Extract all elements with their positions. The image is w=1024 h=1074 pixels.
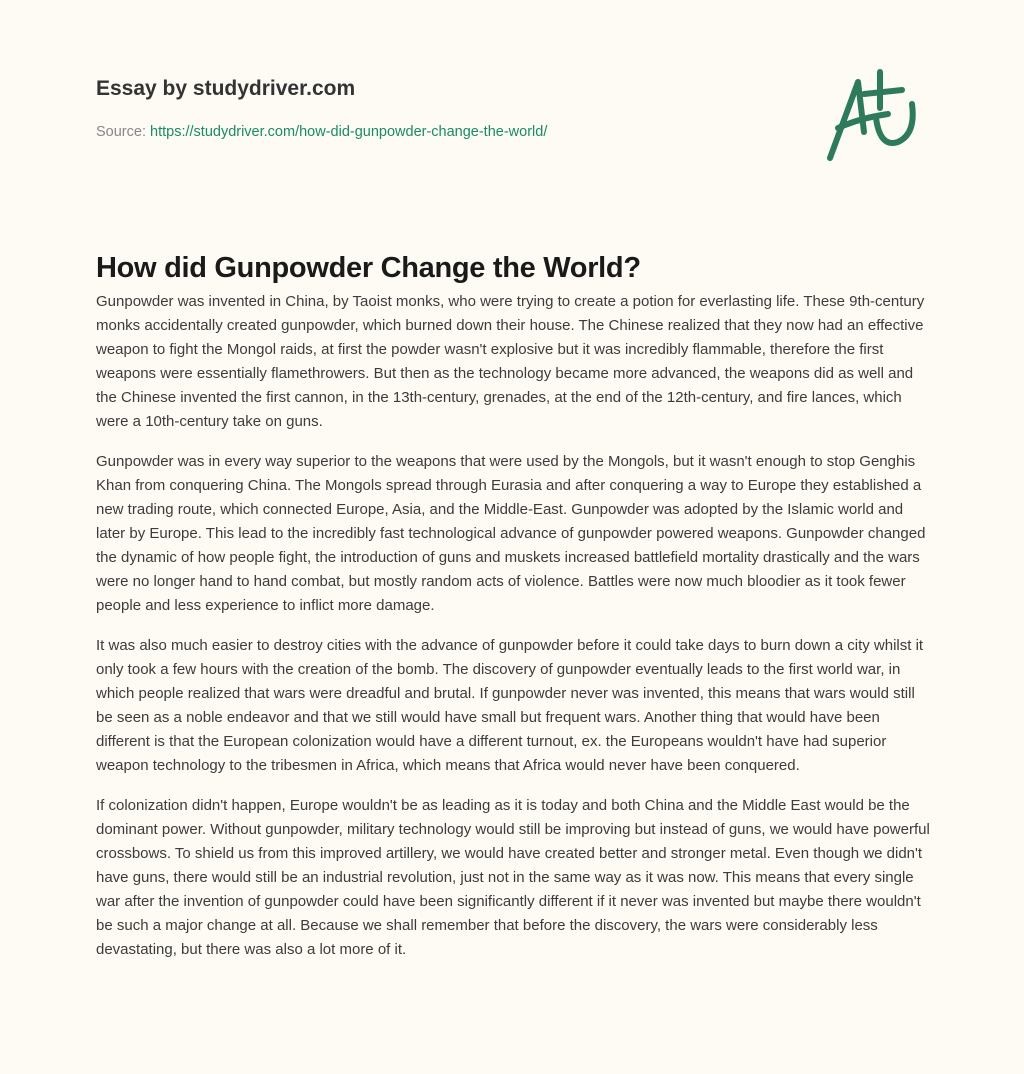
paragraph: It was also much easier to destroy cities with the advance of gunpowder before it could take days to burn down a city whilst it only took a few hours with the creation of the bomb. The discovery of gunpowder eventually leads to the first world war, in which people realized that wars were dreadful and brutal. If gunpowder never was invented, this means that wars would still be seen as a noble endeavor and that we still would have small but frequent wars. Another thing that would have been different is that the European colonization would have a different turnout, ex. the Europeans wouldn't have had superior weapon technology to the tribesmen in Africa, which means that Africa would never have been conquered. xyxy=(96,637,924,774)
paragraph: Gunpowder was invented in China, by Taoist monks, who were trying to create a potion for everlasting life. These 9th-century monks accidentally created gunpowder, which burned down their house. The Chinese realized that they now had an effective weapon to fight the Mongol raids, at first the powder wasn't explosive but it was incredibly flammable, therefore the first weapons were essentially flamethrowers. But then as the technology became more advanced, the weapons did as well and the Chinese invented the first cannon, in the 13th-century, grenades, at the end of the 12th-century, and fire lances, which were a 10th-century take on guns. xyxy=(96,293,925,430)
paragraph: If colonization didn't happen, Europe wouldn't be as leading as it is today and both China and the Middle East would be the dominant power. Without gunpowder, military technology would still be improving but instead of guns, we would have powerful crossbows. To shield us from this improved artillery, we would have created better and stronger metal. Even though we didn't have guns, there would still be an industrial revolution, just not in the same way as it was now. This means that every single war after the invention of gunpowder could have been significantly different if it never was invented but maybe there wouldn't be such a major change at all. Because we shall remember that before the discovery, the wars were considerably less devastating, but there was also a lot more of it. xyxy=(96,797,930,958)
article-body xyxy=(96,290,930,978)
article-title: How did Gunpowder Change the World? xyxy=(96,252,641,284)
site-title: Essay by studydriver.com xyxy=(96,77,356,100)
source-line xyxy=(96,124,547,140)
a-plus-logo-icon xyxy=(820,68,930,168)
source-link[interactable]: https://studydriver.com/how-did-gunpowder-change-the-world/ xyxy=(150,124,548,140)
source-label: Source: xyxy=(96,124,146,140)
paragraph: Gunpowder was in every way superior to the weapons that were used by the Mongols, but it wasn't enough to stop Genghis Khan from conquering China. The Mongols spread through Eurasia and after conquering a way to Europe they established a new trading route, which connected Europe, Asia, and the Middle-East. Gunpowder was adopted by the Islamic world and later by Europe. This lead to the incredibly fast technological advance of gunpowder powered weapons. Gunpowder changed the dynamic of how people fight, the introduction of guns and muskets increased battlefield mortality drastically and the wars were no longer hand to hand combat, but mostly random acts of violence. Battles were now much bloodier as it took fewer people and less experience to inflict more damage. xyxy=(96,453,926,614)
